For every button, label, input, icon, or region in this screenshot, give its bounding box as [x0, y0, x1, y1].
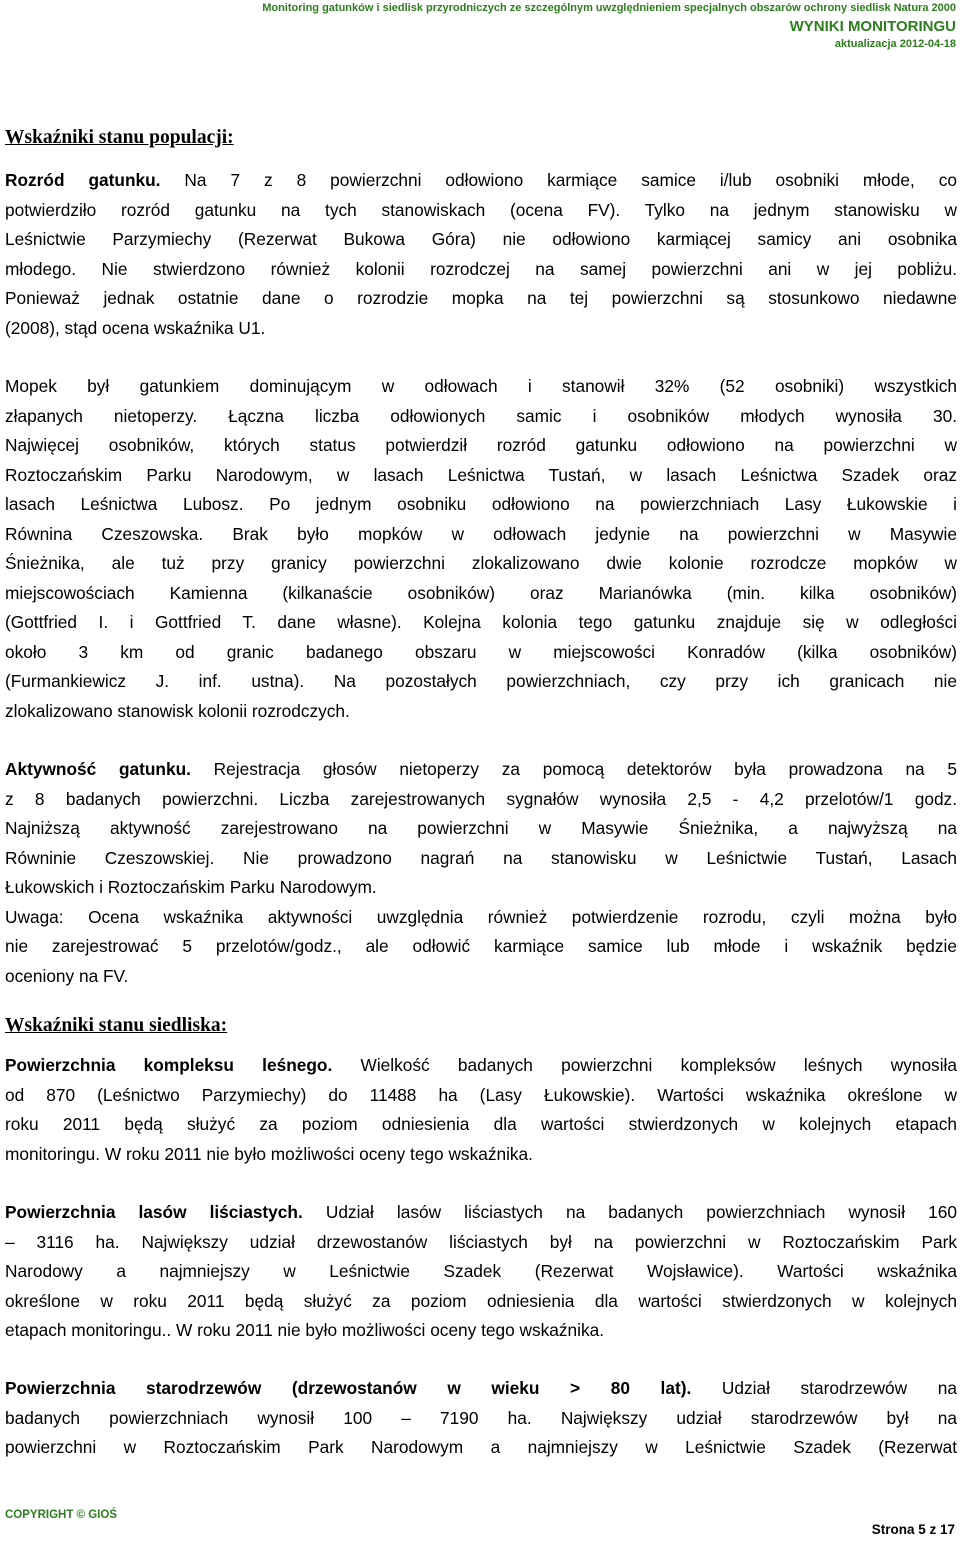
text-line: nie zarejestrować 5 przelotów/godz., ale odłowić karmiące samice lub młode i wskaźnik będzie: [5, 936, 957, 956]
text-line: młodego. Nie stwierdzono również kolonii rozrodczej na samej powierzchni ani w jej pobliżu.: [5, 258, 957, 279]
text-line: – 3116 ha. Największy udział drzewostanów liściastych był na powierzchni w Roztoczańskim Park: [5, 1231, 957, 1252]
text-line: lasach Leśnictwa Lubosz. Po jednym osobniku odłowiono na powierzchniach Lasy Łukowskie i: [5, 494, 957, 514]
text-line: zlokalizowano stanowisk kolonii rozrodczych.: [5, 700, 350, 721]
paragraph-heading: Aktywność gatunku.: [5, 759, 191, 779]
text-line: z 8 badanych powierzchni. Liczba zarejestrowanych sygnałów wynosiła 2,5 - 4,2 przelotów/1 godz.: [5, 788, 957, 809]
text-line: Narodowy a najmniejszy w Leśnictwie Szadek (Rezerwat Wojsławice). Wartości wskaźnika: [5, 1261, 957, 1281]
text-line: (Gottfried I. i Gottfried T. dane własne). Kolejna kolonia tego gatunku znajduje się w odległości: [5, 612, 957, 632]
footer-copyright: COPYRIGHT © GIOŚ: [5, 1509, 117, 1521]
text-line: Równina Czeszowska. Brak było mopków w odłowach jedynie na powierzchni w Masywie: [5, 523, 957, 544]
text-line: Powierzchnia kompleksu leśnego. Wielkość badanych powierzchni kompleksów leśnych wynosiła: [5, 1055, 957, 1075]
text-line: od 870 (Leśnictwo Parzymiechy) do 11488 ha (Lasy Łukowskie). Wartości wskaźnika określone w: [5, 1084, 957, 1105]
text-line: (Furmankiewicz J. inf. ustna). Na pozostałych powierzchniach, czy przy ich granicach nie: [5, 671, 957, 691]
paragraph-dominance: [5, 372, 957, 726]
page-number: Strona 5 z 17: [871, 1522, 955, 1537]
section-heading-habitat: Wskaźniki stanu siedliska:: [5, 1015, 228, 1036]
text-line: Powierzchnia lasów liściastych. Udział lasów liściastych na badanych powierzchniach wynosił 160: [5, 1202, 958, 1222]
section-heading-population: Wskaźniki stanu populacji:: [5, 127, 234, 148]
paragraph-reproduction: [5, 166, 957, 343]
text-line: Najwięcej osobników, których status potwierdził rozród gatunku odłowiono na powierzchni w: [5, 435, 957, 455]
paragraph-heading: Rozród gatunku.: [5, 170, 161, 190]
paragraph-deciduous-forest: [5, 1198, 957, 1346]
text-line: Uwaga: Ocena wskaźnika aktywności uwzględnia również potwierdzenie rozrodu, czyli można było: [5, 906, 957, 927]
text-line: potwierdziło rozród gatunku na tych stanowiskach (ocena FV). Tylko na jednym stanowisku w: [5, 199, 957, 220]
text-line: Łukowskich i Roztoczańskim Parku Narodowym.: [5, 877, 377, 897]
document-header-subtitle: WYNIKI MONITORINGU: [789, 18, 956, 35]
text-line: określone w roku 2011 będą służyć za poziom odniesienia dla wartości stwierdzonych w kolejnych: [5, 1290, 957, 1311]
text-line: Rozród gatunku. Na 7 z 8 powierzchni odłowiono karmiące samice i/lub osobniki młode, co: [5, 170, 957, 190]
text-line: oceniony na FV.: [5, 965, 129, 986]
paragraph-heading: Powierzchnia lasów liściastych.: [5, 1202, 303, 1222]
text-line: Śnieżnika, ale tuż przy granicy powierzchni zlokalizowano dwie kolonie rozrodcze mopków w: [5, 553, 957, 573]
text-line: Leśnictwie Parzymiechy (Rezerwat Bukowa Góra) nie odłowiono karmiącej samicy ani osobnika: [5, 229, 957, 249]
text-line: monitoringu. W roku 2011 nie było możliwości oceny tego wskaźnika.: [5, 1143, 533, 1164]
text-line: badanych powierzchniach wynosił 100 – 7190 ha. Największy udział starodrzewów był na: [5, 1407, 957, 1428]
text-line: (2008), stąd ocena wskaźnika U1.: [5, 317, 266, 338]
text-line: Równinie Czeszowskiej. Nie prowadzono nagrań na stanowisku w Leśnictwie Tustań, Lasach: [5, 847, 957, 868]
text-line: złapanych nietoperzy. Łączna liczba odłowionych samic i osobników młodych wynosiła 30.: [5, 405, 957, 426]
text-line: Aktywność gatunku. Rejestracja głosów nietoperzy za pomocą detektorów była prowadzona na 5: [5, 759, 957, 779]
document-header-title: Monitoring gatunków i siedlisk przyrodniczych ze szczególnym uwzględnieniem specjalnych obszarów ochrony siedlisk Natura 2000: [262, 2, 956, 14]
paragraph-forest-area: [5, 1051, 957, 1169]
text-line: miejscowościach Kamienna (kilkanaście osobników) oraz Marianówka (min. kilka osobników): [5, 582, 957, 603]
text-line: Powierzchnia starodrzewów (drzewostanów w wieku > 80 lat). Udział starodrzewów na: [5, 1378, 957, 1398]
paragraph-activity: [5, 755, 957, 991]
text-line: Najniższą aktywność zarejestrowano na powierzchni w Masywie Śnieżnika, a najwyższą na: [5, 818, 957, 838]
paragraph-heading: Powierzchnia starodrzewów (drzewostanów w wieku > 80 lat).: [5, 1378, 692, 1398]
text-line: Ponieważ jednak ostatnie dane o rozrodzie mopka na tej powierzchni są stosunkowo niedawne: [5, 288, 957, 308]
text-line: Roztoczańskim Parku Narodowym, w lasach Leśnictwa Tustań, w lasach Leśnictwa Szadek oraz: [5, 464, 957, 485]
text-line: Mopek był gatunkiem dominującym w odłowach i stanowił 32% (52 osobniki) wszystkich: [5, 376, 957, 396]
text-line: roku 2011 będą służyć za poziom odniesienia dla wartości stwierdzonych w kolejnych etapach: [5, 1114, 957, 1134]
text-line: około 3 km od granic badanego obszaru w miejscowości Konradów (kilka osobników): [5, 641, 957, 662]
paragraph-heading: Powierzchnia kompleksu leśnego.: [5, 1055, 333, 1075]
text-line: etapach monitoringu.. W roku 2011 nie było możliwości oceny tego wskaźnika.: [5, 1320, 605, 1340]
document-header-date: aktualizacja 2012-04-18: [834, 38, 956, 50]
paragraph-old-growth: [5, 1374, 957, 1463]
text-line: powierzchni w Roztoczańskim Park Narodowym a najmniejszy w Leśnictwie Szadek (Rezerwat: [5, 1437, 957, 1457]
